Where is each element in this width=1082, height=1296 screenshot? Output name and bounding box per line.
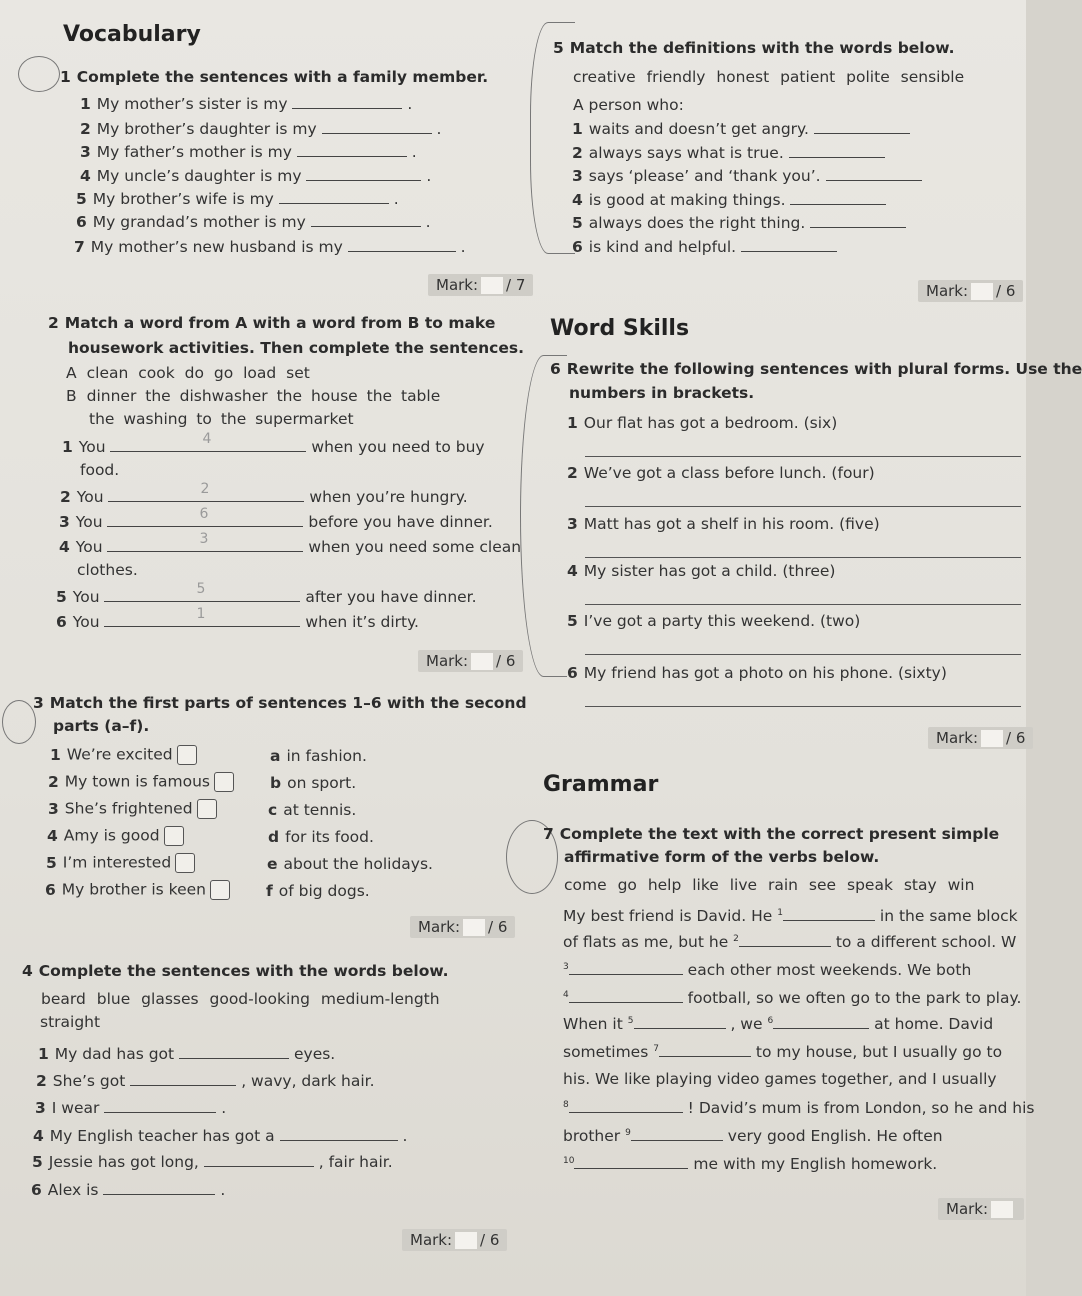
item-pre: You <box>76 488 104 506</box>
vocabulary-heading: Vocabulary <box>63 22 201 47</box>
gap-number: 4 <box>563 989 569 1000</box>
ex3-right-item <box>268 801 356 819</box>
item-number: 4 <box>33 1127 44 1145</box>
item-pre: You <box>75 538 103 556</box>
ex7-instruction-line1: 7 Complete the text with the correct present simple <box>543 825 1000 843</box>
item-text: My brother’s daughter is my <box>96 120 317 138</box>
item-number: 5 <box>572 214 583 232</box>
item-post: . <box>220 1181 226 1199</box>
ex7-text-line <box>563 1042 1002 1061</box>
ex6-instruction-line2: numbers in brackets. <box>569 384 755 402</box>
item-pre: I wear <box>51 1099 100 1117</box>
answer-blank[interactable] <box>297 142 407 157</box>
item-text: My uncle’s daughter is my <box>96 167 302 185</box>
answer-blank[interactable] <box>634 1014 726 1029</box>
answer-blank[interactable] <box>783 906 875 921</box>
ex7-instruction-line2: affirmative form of the verbs below. <box>564 848 880 866</box>
ex3-left-item <box>48 772 234 792</box>
item-post: when you’re hungry. <box>309 488 468 506</box>
item-post: when you need to buy <box>311 438 485 456</box>
answer-blank[interactable] <box>292 94 402 109</box>
item-text: We’re excited <box>66 745 173 764</box>
text-fragment: each other most weekends. We both <box>687 961 972 979</box>
item-text: I’m interested <box>62 853 172 872</box>
item-letter: d <box>268 828 280 846</box>
ex3-right-item <box>268 828 374 846</box>
ex2-item-continued: food. <box>80 461 120 479</box>
item-letter: a <box>270 747 281 765</box>
ex3-left-item <box>50 745 197 765</box>
answer-blank[interactable] <box>773 1014 869 1029</box>
ex5-item <box>572 143 885 162</box>
item-pre: My dad has got <box>54 1045 175 1063</box>
answer-blank[interactable] <box>348 237 456 252</box>
item-text: in fashion. <box>286 747 367 765</box>
item-number: 5 <box>56 588 67 606</box>
item-pre: Jessie has got long, <box>48 1153 199 1171</box>
handwritten-answer: 1 <box>196 606 206 622</box>
text-fragment: brother <box>563 1127 621 1145</box>
gap-number: 7 <box>653 1043 659 1054</box>
answer-blank[interactable] <box>659 1042 751 1057</box>
ex7-text-line <box>563 1070 997 1088</box>
item-text: about the holidays. <box>283 855 433 873</box>
text-fragment: at home. David <box>874 1015 994 1033</box>
handwritten-answer: 4 <box>202 431 212 447</box>
answer-blank[interactable] <box>311 212 421 227</box>
item-text: for its food. <box>285 828 374 846</box>
answer-line[interactable] <box>585 604 1021 605</box>
gap-number: 8 <box>563 1099 569 1110</box>
item-number: 5 <box>567 612 578 630</box>
ex2-item <box>56 606 419 631</box>
ex2-row-b: B dinner the dishwasher the house the table <box>66 387 441 405</box>
item-number: 4 <box>80 167 91 185</box>
ex4-item <box>35 1098 226 1117</box>
item-number: 3 <box>572 167 583 185</box>
ex1-item: 4 My uncle’s daughter is my . <box>80 167 432 185</box>
ex4-mark: Mark: / 6 <box>402 1229 507 1251</box>
item-number: 5 <box>46 853 57 872</box>
ex2-item <box>59 506 493 531</box>
ex2-item <box>56 581 477 606</box>
ex5-mark: Mark: / 6 <box>918 280 1023 302</box>
item-number: 3 <box>80 143 91 161</box>
ex4-instruction: 4 Complete the sentences with the words below. <box>22 962 449 980</box>
item-number: 3 <box>35 1099 46 1117</box>
answer-checkbox[interactable] <box>177 745 197 765</box>
item-pre: You <box>75 513 103 531</box>
ex7-word-bank: come go help like live rain see speak stay win <box>564 876 975 894</box>
item-number: 1 <box>80 95 91 113</box>
item-text: is good at making things. <box>588 191 786 209</box>
text-fragment: in the same block <box>879 907 1018 925</box>
ex2-item <box>60 481 468 506</box>
ex7-text-line <box>563 932 1016 951</box>
item-text: I’ve got a party this weekend. (two) <box>583 612 861 630</box>
item-number: 6 <box>572 238 583 256</box>
answer-blank[interactable] <box>130 1071 236 1086</box>
ex6-item <box>567 562 835 580</box>
grammar-heading: Grammar <box>543 772 659 797</box>
answer-blank[interactable] <box>108 481 304 502</box>
mark-box[interactable] <box>455 1232 477 1249</box>
item-number: 2 <box>80 120 91 138</box>
mark-box[interactable] <box>471 653 493 670</box>
answer-blank[interactable] <box>110 431 306 452</box>
answer-blank[interactable] <box>279 189 389 204</box>
text-fragment: , we <box>730 1015 763 1033</box>
ex2-item <box>62 431 485 456</box>
item-number: 4 <box>59 538 70 556</box>
ex3-instruction-line2: parts (a–f). <box>53 717 150 735</box>
ex5-item <box>572 190 886 209</box>
ex5-item <box>572 166 922 185</box>
answer-blank[interactable] <box>790 190 886 205</box>
item-number: 6 <box>56 613 67 631</box>
item-text: always says what is true. <box>588 144 784 162</box>
word-skills-heading: Word Skills <box>550 316 690 341</box>
item-text: Matt has got a shelf in his room. (five) <box>583 515 880 533</box>
text-fragment: to a different school. W <box>835 933 1017 951</box>
ex1-item: 6 My grandad’s mother is my . <box>76 213 431 231</box>
item-text: We’ve got a class before lunch. (four) <box>583 464 875 482</box>
ex7-text-line <box>563 906 1018 925</box>
ex3-mark: Mark: / 6 <box>410 916 515 938</box>
item-number: 2 <box>60 488 71 506</box>
gap-number: 2 <box>733 933 739 944</box>
item-number: 6 <box>567 664 578 682</box>
text-fragment: My best friend is David. He <box>563 907 773 925</box>
text-fragment: sometimes <box>563 1043 649 1061</box>
item-post: after you have dinner. <box>305 588 477 606</box>
ex5-instruction: 5 Match the definitions with the words below. <box>553 39 955 57</box>
answer-blank[interactable] <box>569 960 683 975</box>
ex3-left-item <box>46 853 195 873</box>
answer-line[interactable] <box>585 654 1021 655</box>
ex4-item <box>31 1180 225 1199</box>
answer-blank[interactable] <box>280 1126 398 1141</box>
handwritten-answer: 3 <box>199 531 209 547</box>
ex5-item <box>572 119 910 138</box>
answer-blank[interactable] <box>104 581 300 602</box>
item-post: , wavy, dark hair. <box>241 1072 375 1090</box>
ex4-item <box>36 1071 375 1090</box>
answer-blank[interactable] <box>569 988 683 1003</box>
ex2-row-a: A clean cook do go load set <box>66 364 310 382</box>
item-pre: She’s got <box>52 1072 126 1090</box>
item-number: 4 <box>572 191 583 209</box>
mark-box[interactable] <box>981 730 1003 747</box>
answer-blank[interactable] <box>741 237 837 252</box>
answer-blank[interactable] <box>826 166 922 181</box>
item-number: 5 <box>76 190 87 208</box>
ex4-item <box>33 1126 407 1145</box>
item-number: 4 <box>567 562 578 580</box>
item-post: before you have dinner. <box>308 513 493 531</box>
item-number: 6 <box>76 213 87 231</box>
item-post: eyes. <box>293 1045 336 1063</box>
answer-line[interactable] <box>585 506 1021 507</box>
answer-blank[interactable] <box>789 143 885 158</box>
ex2-mark: Mark: / 6 <box>418 650 523 672</box>
item-number: 7 <box>74 238 85 256</box>
item-text: always does the right thing. <box>588 214 806 232</box>
pencil-circle-mark <box>18 56 60 92</box>
item-post: . <box>221 1099 227 1117</box>
ex4-word-bank: beard blue glasses good-looking medium-length <box>41 990 440 1008</box>
answer-checkbox[interactable] <box>214 772 234 792</box>
text-fragment: his. We like playing video games together, and I usually <box>563 1070 997 1088</box>
gap-number: 3 <box>563 961 569 972</box>
item-text: is kind and helpful. <box>588 238 737 256</box>
item-text: My friend has got a photo on his phone. (sixty) <box>583 664 947 682</box>
ex1-item: 2 My brother’s daughter is my . <box>80 120 442 138</box>
item-number: 2 <box>36 1072 47 1090</box>
item-pre: You <box>78 438 106 456</box>
answer-checkbox[interactable] <box>197 799 217 819</box>
item-number: 1 <box>62 438 73 456</box>
answer-blank[interactable] <box>322 119 432 134</box>
ex3-left-item <box>47 826 184 846</box>
ex1-item: 7 My mother’s new husband is my . <box>74 238 466 256</box>
item-text: She’s frightened <box>64 799 193 818</box>
item-number: 6 <box>31 1181 42 1199</box>
ex3-right-item <box>270 747 367 765</box>
ex5-word-bank: creative friendly honest patient polite sensible <box>573 68 965 86</box>
ex3-right-item <box>267 855 433 873</box>
item-text: of big dogs. <box>278 882 370 900</box>
answer-blank[interactable] <box>631 1126 723 1141</box>
ex3-right-item <box>266 882 370 900</box>
answer-checkbox[interactable] <box>164 826 184 846</box>
item-letter: b <box>270 774 282 792</box>
answer-blank[interactable] <box>104 1098 216 1113</box>
handwritten-answer: 5 <box>196 581 206 597</box>
text-fragment: football, so we often go to the park to play. <box>687 989 1022 1007</box>
item-number: 2 <box>48 772 59 791</box>
ex6-item <box>567 515 880 533</box>
ex1-mark: Mark: / 7 <box>428 274 533 296</box>
ex6-item <box>567 414 837 432</box>
ex2-item <box>59 531 522 556</box>
ex5-lead: A person who: <box>573 96 684 114</box>
ex3-right-item <box>270 774 356 792</box>
item-pre: You <box>72 588 100 606</box>
text-fragment: When it <box>563 1015 623 1033</box>
ex7-mark: Mark: <box>938 1198 1024 1220</box>
item-number: 2 <box>567 464 578 482</box>
item-number: 4 <box>47 826 58 845</box>
item-number: 6 <box>45 880 56 899</box>
answer-blank[interactable] <box>739 932 831 947</box>
mark-box[interactable] <box>463 919 485 936</box>
item-text: My mother’s new husband is my <box>90 238 343 256</box>
ex2-item-continued: clothes. <box>77 561 138 579</box>
answer-blank[interactable] <box>814 119 910 134</box>
item-number: 1 <box>50 745 61 764</box>
gap-number: 1 <box>777 907 783 918</box>
item-number: 2 <box>572 144 583 162</box>
ex7-text-line <box>563 1098 1034 1117</box>
ex5-item <box>572 213 906 232</box>
item-number: 1 <box>572 120 583 138</box>
item-post: . <box>402 1127 408 1145</box>
ex3-left-item <box>48 799 217 819</box>
ex3-left-item <box>45 880 230 900</box>
answer-checkbox[interactable] <box>175 853 195 873</box>
pencil-bracket-mark <box>520 355 567 677</box>
gap-number: 10 <box>563 1155 575 1166</box>
answer-blank[interactable] <box>107 531 303 552</box>
answer-blank[interactable] <box>107 506 303 527</box>
answer-line[interactable] <box>585 706 1021 707</box>
item-pre: Alex is <box>47 1181 99 1199</box>
handwritten-answer: 6 <box>199 506 209 522</box>
gap-number: 5 <box>627 1015 634 1026</box>
mark-box[interactable] <box>991 1201 1013 1218</box>
item-post: when it’s dirty. <box>305 613 419 631</box>
text-fragment: very good English. He often <box>727 1127 943 1145</box>
ex1-item: 3 My father’s mother is my . <box>80 143 417 161</box>
ex6-instruction-line1: 6 Rewrite the following sentences with plural forms. Use the <box>550 360 1082 378</box>
item-letter: f <box>266 882 273 900</box>
item-number: 3 <box>59 513 70 531</box>
item-pre: You <box>72 613 100 631</box>
item-text: My grandad’s mother is my <box>92 213 306 231</box>
item-number: 1 <box>38 1045 49 1063</box>
text-fragment: to my house, but I usually go to <box>755 1043 1003 1061</box>
ex1-instruction: 1 Complete the sentences with a family member. <box>60 68 489 86</box>
item-post: , fair hair. <box>318 1153 393 1171</box>
ex6-item <box>567 612 860 630</box>
ex6-mark: Mark: / 6 <box>928 727 1033 749</box>
item-number: 3 <box>567 515 578 533</box>
answer-line[interactable] <box>585 456 1021 457</box>
mark-box[interactable] <box>481 277 503 294</box>
ex3-instruction-line1: 3 Match the first parts of sentences 1–6 with the second <box>33 694 527 712</box>
item-text: waits and doesn’t get angry. <box>588 120 809 138</box>
item-text: My mother’s sister is my <box>96 95 288 113</box>
gap-number: 9 <box>625 1127 631 1138</box>
item-text: My brother is keen <box>61 880 206 899</box>
ex6-item <box>567 664 947 682</box>
item-text: Our flat has got a bedroom. (six) <box>583 414 838 432</box>
item-text: on sport. <box>287 774 357 792</box>
ex5-item <box>572 237 837 256</box>
ex2-instruction-line1: 2 Match a word from A with a word from B to make <box>48 314 496 332</box>
item-post: when you need some clean <box>308 538 522 556</box>
item-text: at tennis. <box>283 801 357 819</box>
ex7-text-line <box>563 1014 993 1033</box>
ex1-item: 1 My mother’s sister is my . <box>80 95 413 113</box>
item-text: My sister has got a child. (three) <box>583 562 836 580</box>
answer-blank[interactable] <box>179 1044 289 1059</box>
answer-blank[interactable] <box>104 606 300 627</box>
ex4-word-bank-line2: straight <box>40 1013 101 1031</box>
handwritten-answer: 2 <box>200 481 210 497</box>
answer-blank[interactable] <box>204 1152 314 1167</box>
ex7-text-line <box>563 1126 943 1145</box>
answer-checkbox[interactable] <box>210 880 230 900</box>
answer-blank[interactable] <box>574 1154 688 1169</box>
ex7-text-line <box>563 988 1021 1007</box>
text-fragment: ! David’s mum is from London, so he and his <box>687 1099 1035 1117</box>
pencil-circle-mark <box>2 700 36 744</box>
text-fragment: of flats as me, but he <box>563 933 729 951</box>
text-fragment: me with my English homework. <box>693 1155 938 1173</box>
answer-line[interactable] <box>585 557 1021 558</box>
item-number: 3 <box>48 799 59 818</box>
ex2-row-b2: the washing to the supermarket <box>89 410 354 428</box>
ex4-item <box>32 1152 393 1171</box>
gap-number: 6 <box>767 1015 774 1026</box>
item-pre: My English teacher has got a <box>49 1127 275 1145</box>
item-text: My town is famous <box>64 772 211 791</box>
item-text: My brother’s wife is my <box>92 190 274 208</box>
item-number: 5 <box>32 1153 43 1171</box>
item-letter: c <box>268 801 278 819</box>
answer-blank[interactable] <box>810 213 906 228</box>
item-letter: e <box>267 855 278 873</box>
item-number: 1 <box>567 414 578 432</box>
ex1-item: 5 My brother’s wife is my . <box>76 190 399 208</box>
mark-box[interactable] <box>971 283 993 300</box>
ex7-text-line <box>563 960 971 979</box>
ex6-item <box>567 464 875 482</box>
ex7-text-line <box>563 1154 937 1173</box>
item-text: My father’s mother is my <box>96 143 292 161</box>
answer-blank[interactable] <box>569 1098 683 1113</box>
item-text: Amy is good <box>63 826 160 845</box>
ex4-item <box>38 1044 335 1063</box>
answer-blank[interactable] <box>306 166 421 181</box>
ex2-instruction-line2: housework activities. Then complete the sentences. <box>68 339 524 357</box>
answer-blank[interactable] <box>103 1180 215 1195</box>
item-text: says ‘please’ and ‘thank you’. <box>588 167 821 185</box>
